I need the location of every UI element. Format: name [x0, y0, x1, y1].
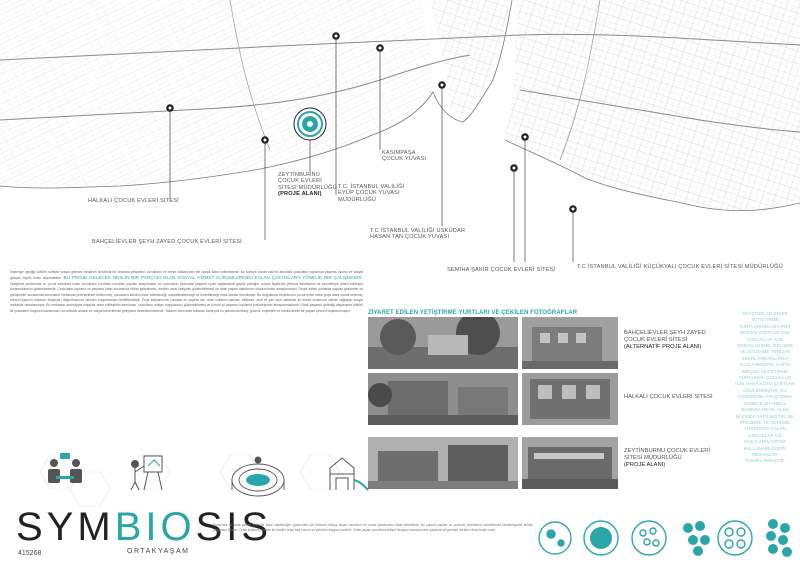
main-text [10, 270, 363, 438]
logo-part3: SIS [195, 505, 273, 549]
main-text-intro: İnsanlığın geçtiği kültürel süreçte sosyal gelecek nesillerin kurumsal bir ortamda yetişmesi, çocukların en temel haklarından biri olarak kabul edilmektedir. Bu süreçte kurum bakımı altındaki çocukların toplumsal yaşama uyumu ve sosyal gelişimi büyük önem taşımaktadır. [10, 270, 363, 281]
label-kasimpasa-line2: ÇOCUK YUVASI [382, 156, 427, 163]
photo-bahcelievler-1 [368, 317, 518, 369]
cells-icon-5 [718, 521, 752, 555]
main-text-highlight: BU PROJE GELECEK NESLİN BİR PARÇASI OLAN SOSYAL HİZMET KURUMLARINDA KALAN ÇOCUKLARA YÖNELİK BİR ÇALIŞMADIR. [63, 275, 363, 281]
label-uskudar-line1: T.C İSTANBUL VALİLİĞİ ÜSKÜDAR [370, 228, 466, 234]
photo-halkali-2 [522, 373, 618, 425]
label-halkali: HALKALI ÇOCUK EVLERİ SİTESİ [88, 198, 179, 204]
label-kucukyali: T.C İSTANBUL VALİLİĞİ KÜÇÜKYALI ÇOCUK EVLERİ SİTESİ MÜDÜRLÜĞÜ [577, 264, 783, 270]
label-kasimpasa [382, 150, 426, 163]
photo-zeytinburnu-1 [368, 437, 518, 489]
project-code: 415268 [18, 550, 42, 557]
meeting-icon [48, 453, 82, 483]
caption-bahcelievler-line2: ÇOCUK EVLERİ SİTESİ [624, 337, 688, 343]
label-zeytinburnu-line1: ZEYTİNBURNU [278, 172, 320, 178]
asian-side [505, 0, 800, 212]
istanbul-map [0, 0, 800, 262]
label-zeytinburnu [278, 172, 337, 198]
icon-row [40, 450, 370, 510]
photo-bahcelievler-2 [522, 317, 618, 369]
caption-halkali: HALKALI ÇOCUK EVLERİ SİTESİ [624, 394, 713, 400]
photo-halkali-1 [368, 373, 518, 425]
label-eyup-line1: T.C. İSTANBUL VALİLİĞİ [338, 184, 405, 190]
bottom-text: Symbiosis iyi ortak yaşam şeklinde fazla olabileceğini göstermek için birbirine ihtiyaç duyan canlıların bir arada yaşamasını ifade etmektedir. Bu yapıda yaşlılar ve çocuklar birbirlerinin eksikliklerini tamamlayarak birlikte yaşamayı öğrenir. Ortak kullanım alanları ile nesiller arası bağ kurulur ve yalnızlık duygusu azaltılır. Ortak yaşam çocuklara aidiyet duygusu kazandırırken yaşlılara da yeniden üretken olma fırsatı sunar. [213, 523, 533, 533]
label-eyup [338, 184, 404, 203]
photo-zeytinburnu-2 [522, 437, 618, 489]
photos-title: ZİYARET EDİLEN YETİŞTİRME YURTLARI VE ÇEKİLEN FOTOĞRAFLAR [368, 310, 578, 316]
label-zeytinburnu-line2: ÇOCUK EVLERİ [278, 178, 323, 185]
logo-subtitle: ORTAKYAŞAM [127, 548, 190, 555]
label-bahcelievler: BAHÇELİEVLER ŞEYH ZAYED ÇOCUK EVLERİ SİTESİ [92, 239, 242, 245]
logo-part1: SYM [16, 505, 115, 549]
main-text-body: Yetiştirme yurtlarında ve çocuk evlerinde kalan çocukların sorunları üzerinde yapılan araştırmalar, bu çocukların toplumsal yaşama uyum sağlamakta güçlük çektiğini, sosyal ilişkilerde yetersiz kaldıklarını ve çevreleriyle yeterli etkileşim kuramadıklarını göstermektedir. Çocukların topluma ve yaşlılara karşı sorumluluk bilinci geliştirmesi, nesiller arası iletişimin güçlendirilmesi ve ortak yaşam alanlarının oluşturulması amaçlanmıştır. Tespit edilen yurtlarda yapılan gözlemler ve görüşmeler sonucunda kurumların mekansal yetersizlikleri belirlenmiş, çocukların kendini ifade edebileceği, sosyalleşebileceği ve üretebileceği ortak alanlar önerilmiştir. Bu doğrultuda zeytinburnu çocuk evleri sitesi proje alanı olarak seçilmiş, mevcut yapının kullanıcı ihtiyaçları doğrultusunda yeniden kurgulanması hedeflenmiştir. Proje kapsamında çocuklar ve yaşlılar için ortak kullanım alanları, atölyeler, açık ve yarı açık mekanlar ile esnek kullanıma olanak sağlayan sosyal mekanlar tasarlanmıştır. Bu mekanlar aracılığıyla kuşaklar arası etkileşimin artırılması, çocukların aidiyet duygusunun güçlendirilmesi ve kurum içi yaşamın toplumla bütünleşmesi amaçlanmaktadır. Ortak yaşamın getirdiği dayanışma kültürü ile çocukların özgüven kazanması, sorumluluk alması ve sosyal becerilerinin gelişmesi desteklenmektedir. Tasarım sürecinde kullanıcı deneyimi ön planda tutulmuş, güvenli, erişilebilir ve sürdürülebilir bir yaşam çevresi oluşturulmuştur. [10, 281, 363, 313]
caption-zeytinburnu-line2: SİTESİ MÜDÜRLÜĞÜ [624, 455, 682, 461]
label-uskudar [370, 228, 465, 241]
cells-icon-3 [632, 521, 666, 555]
right-side-text: ARAŞTIRILAN DIĞER YETIŞTIRME YURTLARINDA ZIYARET EDILEN YURTLAR GIBI ÇOCUKLAR IÇIN SOSYALLEŞME, GELIŞME VE EĞLENME YERLERI SINIRLI IMKANLARLA SAĞLANMIŞTIR. HATTA BIRÇOK YETIŞTIRME YURDUNDA ÇOCUKLAR IÇIN DAHA KÖTÜ ŞARTLAR GÖZLENMIŞTIR. BU YÜZDEN BU ARAŞTIRMA SADECE ISTANBUL BAZINDA DEĞIL ÜLKE BAZINDA YAPILMIŞTIR. BU PROJEDE YETIŞTIRME YURDUNDA KALAN ÇOCUKLAR ILE YAŞLILARIN ORTAK KULLANABILECEĞI MEKANLAR TASARLANMIŞTIR. [735, 311, 795, 464]
label-zeytinburnu-line4: (PROJE ALANI) [278, 191, 322, 198]
label-zeytinburnu-line3: SİTESİ MÜDÜRLÜĞÜ [278, 184, 337, 191]
playground-icon [330, 458, 368, 490]
label-kasimpasa-line1: KASIMPAŞA [382, 150, 416, 156]
cells-icon-2 [584, 521, 618, 555]
label-eyup-line3: MÜDÜRLÜĞÜ [338, 196, 377, 203]
painting-icon [131, 456, 162, 490]
label-eyup-line2: EYÜP ÇOCUK YUVASI [338, 190, 400, 197]
label-uskudar-line2: HASAN TAN ÇOCUK YUVASI [370, 234, 450, 241]
cells-icon-6 [766, 519, 792, 557]
caption-bahcelievler [624, 330, 706, 351]
caption-zeytinburnu [624, 448, 710, 469]
caption-bahcelievler-line1: BAHÇELİEVLER ŞEYH ZAYED [624, 330, 706, 336]
cells-icon-4 [683, 521, 710, 556]
label-semiha: SEMİHA ŞAKİR ÇOCUK EVLERİ SİTESİ [447, 267, 556, 273]
caption-zeytinburnu-line3: (PROJE ALANI) [624, 462, 666, 468]
project-site-marker [294, 108, 326, 140]
theatre-icon [232, 457, 284, 496]
symbiosis-diagram [535, 516, 797, 560]
logo-part2: BIO [114, 505, 196, 549]
caption-zeytinburnu-line1: ZEYTİNBURNU ÇOCUK EVLERİ [624, 448, 710, 454]
caption-bahcelievler-line3: (ALTERNATİF PROJE ALANI) [624, 344, 702, 350]
cells-icon-1 [539, 522, 571, 554]
